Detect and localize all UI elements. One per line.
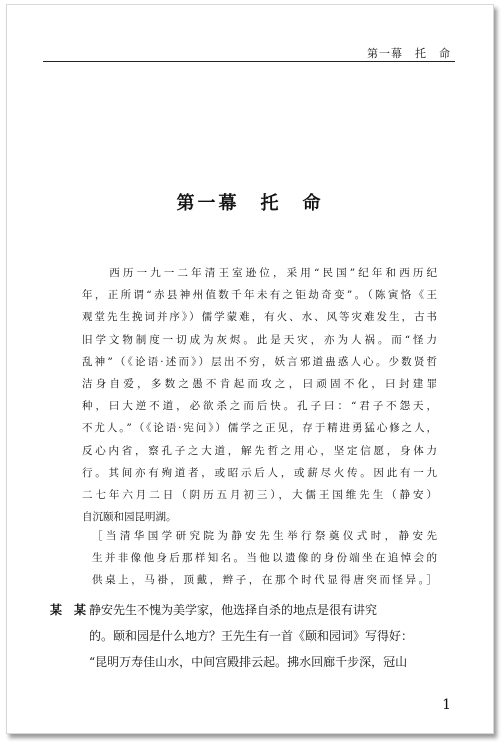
dialogue-line (50, 649, 440, 675)
paragraph-line: 不尤人。”（《论语·宪问》）儒学之正见，存于精进勇猛心修之人， (82, 422, 437, 435)
stage-line: 生并非像他身后那样知名。当他以遗像的身份端坐在追悼会的 (92, 552, 437, 565)
body-paragraph (82, 262, 437, 528)
running-head: 第一幕 托 命 (367, 47, 451, 60)
header-rule (43, 61, 455, 62)
stage-direction (92, 525, 437, 592)
stage-line: ［当清华国学研究院为静安先生举行祭奠仪式时，静安先 (92, 530, 437, 542)
paragraph-line: 洁身自爱，多数之愚不肯起而攻之，曰顽固不化，曰封建罪 (82, 378, 437, 391)
paragraph-line: 二七年六月二日（阴历五月初三），大儒王国维先生（静安） (82, 489, 437, 502)
stage-line: 供桌上，马褂，顶戴，辫子，在那个时代显得唐突而怪异。］ (92, 574, 437, 587)
paragraph-line: 种，曰大逆不道，必欲杀之而后快。孔子曰：“君子不怨天， (82, 400, 437, 413)
dialogue-text: 的。颐和园是什么地方？王先生有一首《颐和园词》写得好： (89, 629, 414, 643)
dialogue-text: “昆明万寿佳山水，中间宫殿排云起。拂水回廊千步深，冠山 (89, 655, 408, 669)
dialogue-line (50, 623, 440, 649)
book-page (6, 4, 494, 734)
paragraph-line: 行。其间亦有殉道者，或昭示后人，或薪尽火传。因此有一九 (82, 466, 437, 479)
dialogue-line (50, 597, 440, 623)
paragraph-line: 反心内省，察孔子之大道，解先哲之用心，坚定信愿，身体力 (82, 444, 437, 457)
paragraph-line: 观堂先生挽词并序》）儒学蒙难，有火、水、风等灾难发生，古书 (82, 311, 437, 324)
page-number: 1 (442, 697, 451, 713)
speaker-name: 某 某 (50, 603, 87, 617)
paragraph-line: 西历一九一二年清王室逊位，采用“民国”纪年和西历纪 (82, 267, 437, 279)
dialogue-text: 静安先生不愧为美学家，他选择自杀的地点是很有讲究 (89, 603, 378, 617)
paragraph-line: 年，正所谓“赤县神州值数千年未有之钜劫奇变”。（陈寅恪《王 (82, 289, 437, 302)
paragraph-line: 自沉颐和园昆明湖。 (82, 511, 177, 524)
paragraph-line: 乱神”（《论语·述而》）层出不穷，妖言邪道蛊惑人心。少数贤哲 (82, 355, 437, 368)
paragraph-line: 旧学文物制度一切成为灰烬。此是天灾，亦为人祸。而“怪力 (82, 333, 437, 346)
dialogue-block (50, 597, 440, 675)
chapter-title: 第一幕 托 命 (176, 193, 324, 214)
